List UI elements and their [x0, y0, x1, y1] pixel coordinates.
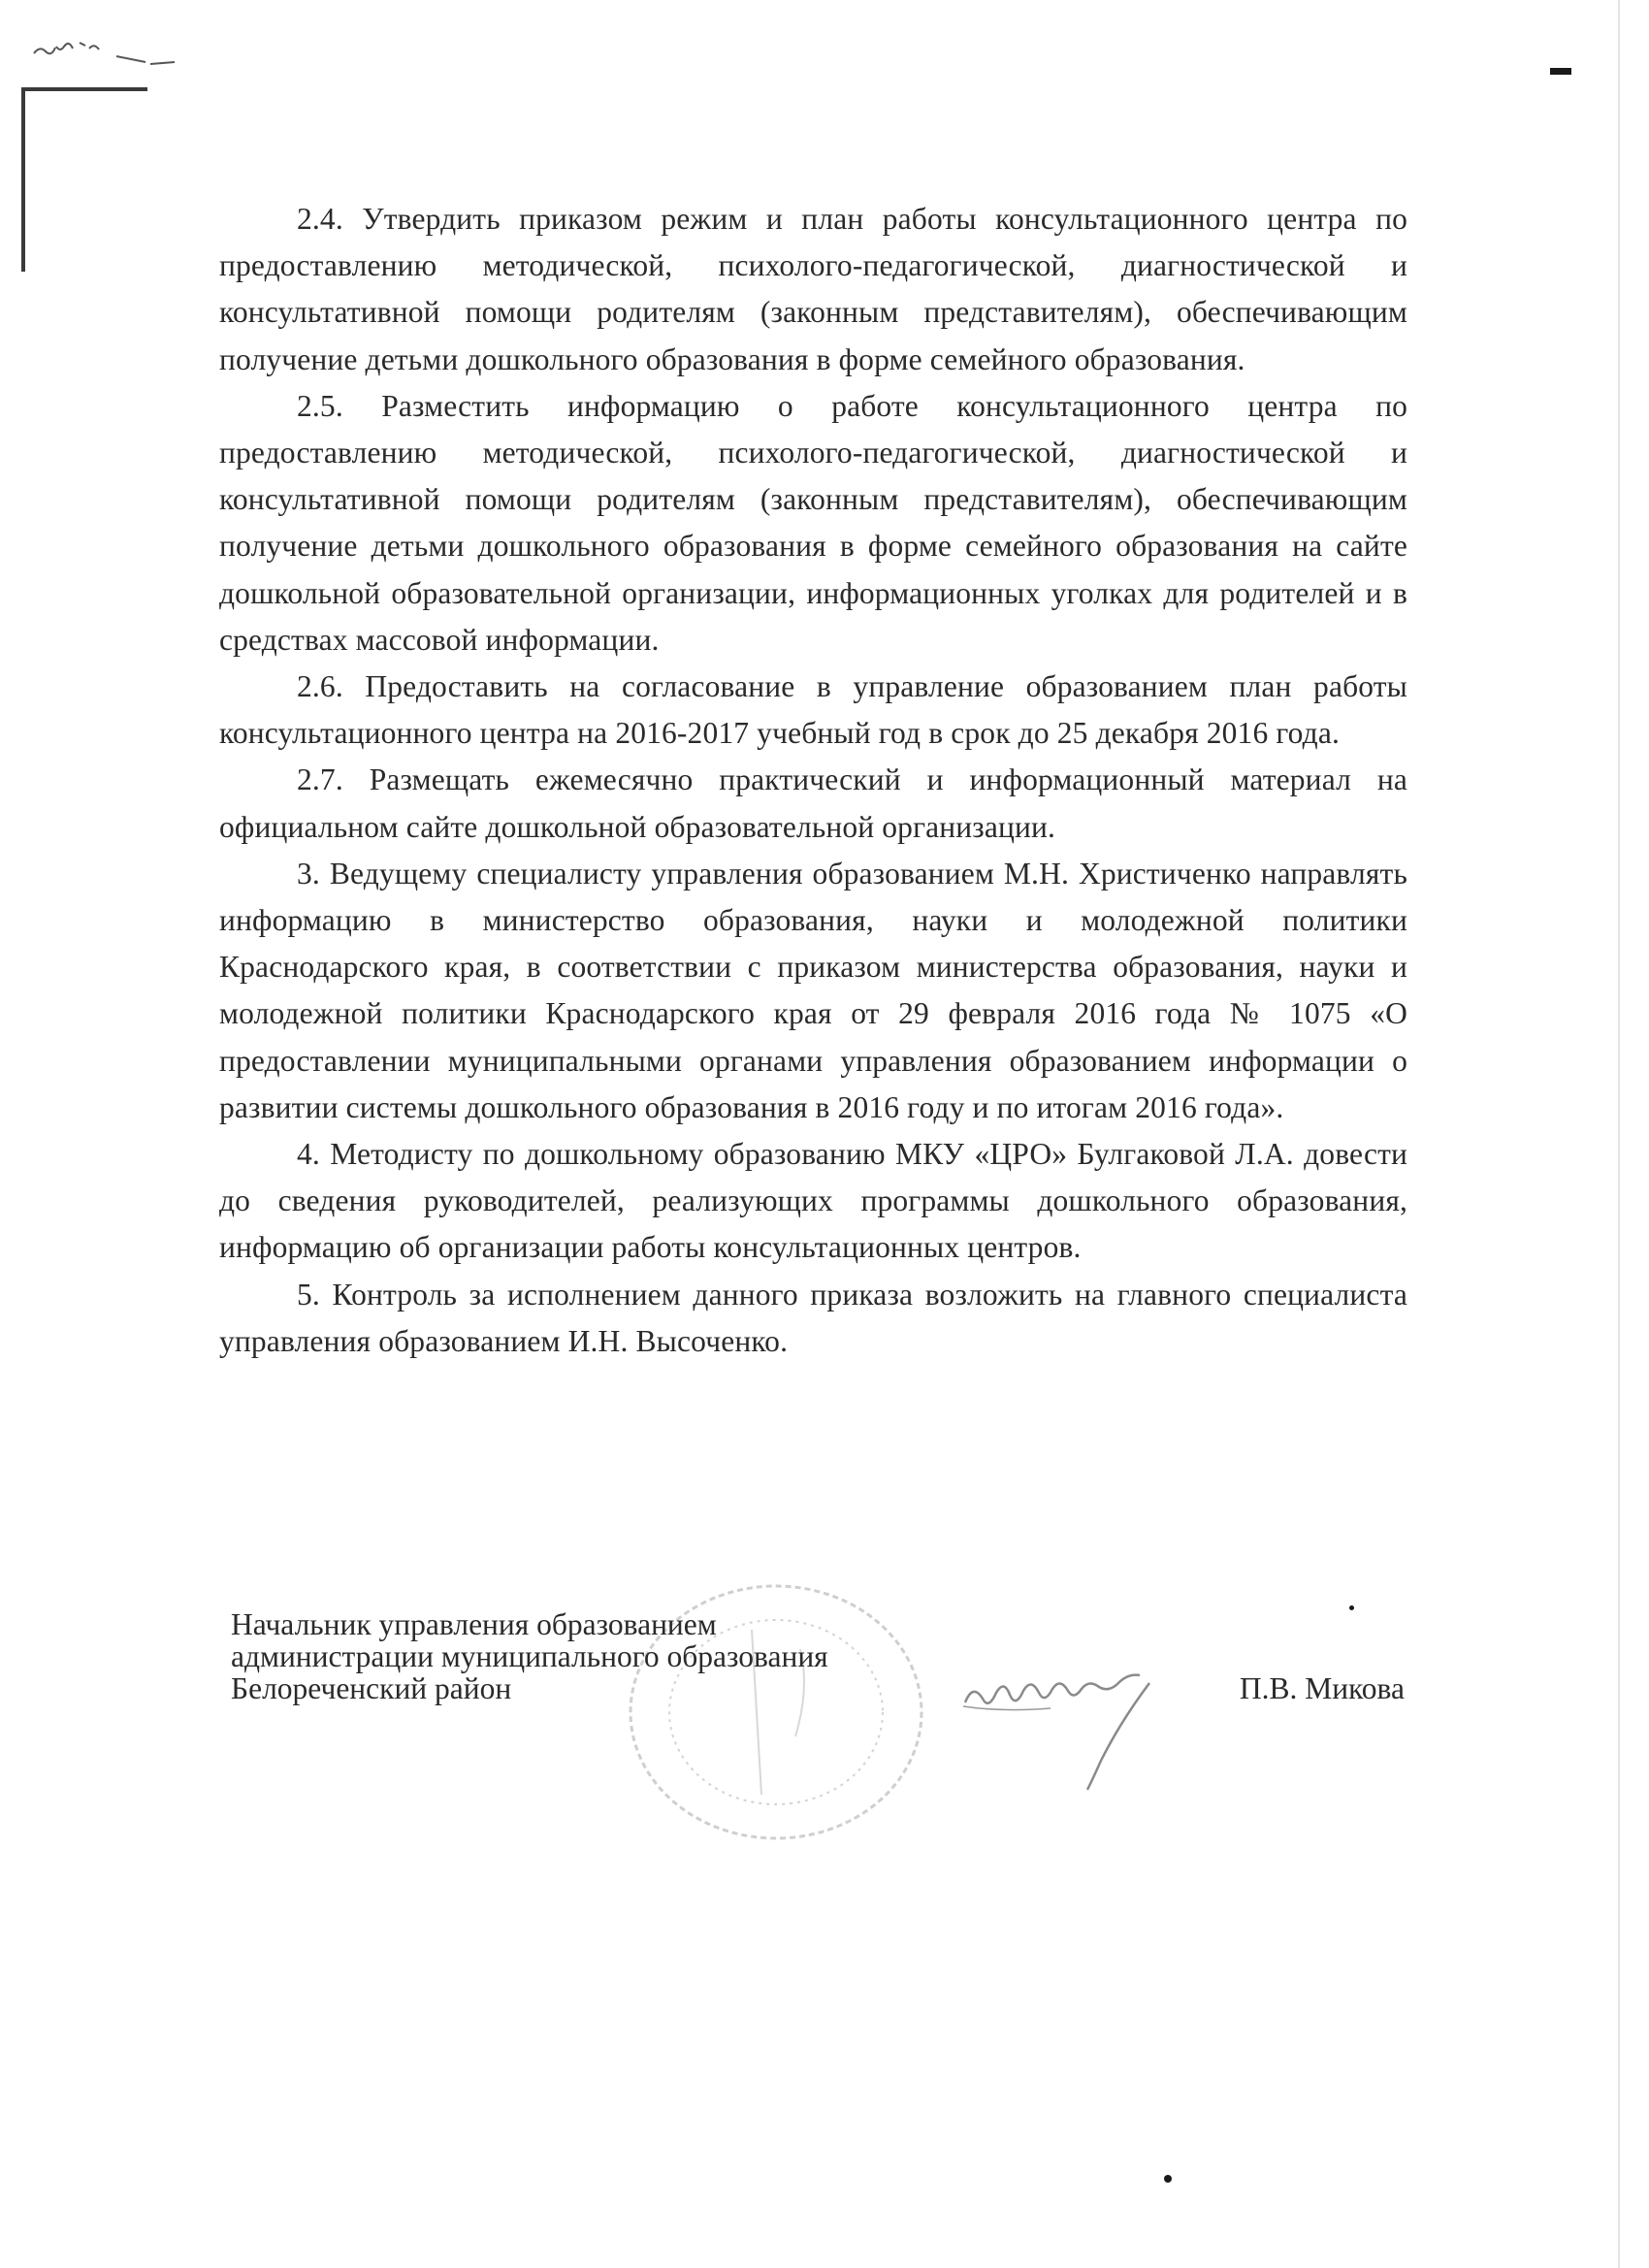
- paragraph-2-5: 2.5. Разместить информацию о работе консультационного центра по предоставлению методической, психолого-педагогической, диагностической и консультативной помощи родителям (законным представителям), обеспечивающим получение детьми дошкольного образования в форме семейного образования на сайте дошкольной образовательной организации, информационных уголках для родителей и в средствах массовой информации.: [219, 388, 1407, 657]
- signatory-position-line-3: Белореченский район: [231, 1671, 512, 1705]
- scan-edge: [1618, 0, 1620, 2268]
- paragraph-2-4: 2.4. Утвердить приказом режим и план работы консультационного центра по предоставлению методической, психолого-педагогической, диагностической и консультативной помощи родителям (законным представителям), обеспечивающим получение детьми дошкольного образования в форме семейного образования.: [219, 202, 1407, 376]
- scan-corner-mark: [21, 87, 147, 272]
- signatory-position-line-2: администрации муниципального образования: [231, 1639, 828, 1673]
- paragraph-5: 5. Контроль за исполнением данного приказа возложить на главного специалиста управления образованием И.Н. Высоченко.: [219, 1277, 1407, 1358]
- scan-speck: [29, 29, 184, 68]
- paragraph-2-7: 2.7. Размещать ежемесячно практический и информационный материал на официальном сайте дошкольной образовательной организации.: [219, 762, 1407, 844]
- order-body: [219, 196, 1407, 1365]
- scan-dash: [1550, 68, 1571, 75]
- paragraph-2-6: 2.6. Предоставить на согласование в управление образованием план работы консультационного центра на 2016-2017 учебный год в срок до 25 декабря 2016 года.: [219, 669, 1407, 751]
- scan-dot: [1164, 2175, 1172, 2183]
- paragraph-3: 3. Ведущему специалисту управления образованием М.Н. Христиченко направлять информацию в министерство образования, науки и молодежной политики Краснодарского края, в соответствии с приказом министерства образования, науки и молодежной политики Краснодарского края от 29 февраля 2016 года № 1075 «О предоставлении муниципальными органами управления образованием информации о развитии системы дошкольного образования в 2016 году и по итогам 2016 года».: [219, 856, 1407, 1124]
- handwritten-signature: [955, 1664, 1198, 1799]
- paragraph-4: 4. Методисту по дошкольному образованию МКУ «ЦРО» Булгаковой Л.А. довести до сведения руководителей, реализующих программы дошкольного образования, информацию об организации работы консультационных центров.: [219, 1137, 1407, 1265]
- signature-block: [231, 1608, 1414, 1704]
- signatory-position-line-1: Начальник управления образованием: [231, 1607, 717, 1641]
- signatory-name: П.В. Микова: [1239, 1671, 1405, 1705]
